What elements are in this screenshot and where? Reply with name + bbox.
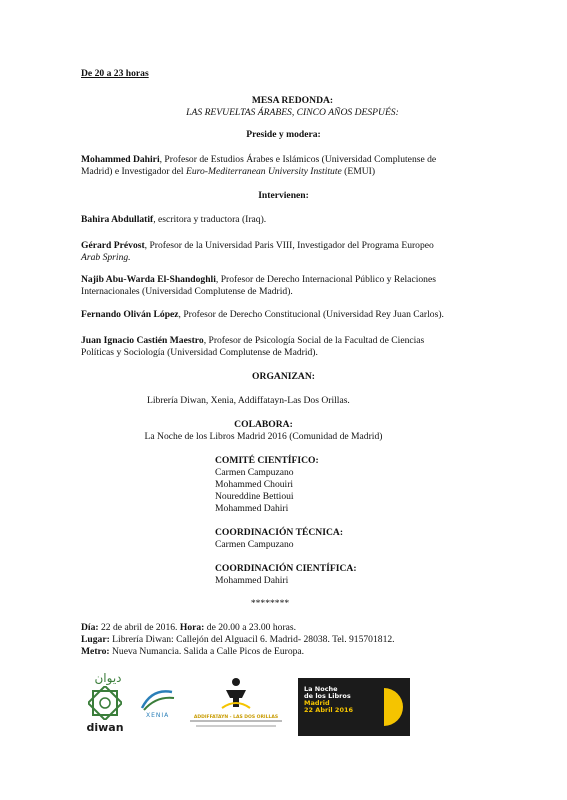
addiffatayn-wordmark: ADDIFFATAYN - LAS DOS ORILLAS (193, 715, 279, 720)
speaker-name: Najib Abu-Warda El-Shandoghli (81, 274, 216, 285)
noche-line2: de los Libros (304, 692, 351, 700)
scientific-coordination (215, 563, 357, 587)
organizers-heading: ORGANIZAN: (252, 371, 315, 382)
hour-label: Hora: (179, 622, 205, 633)
diwan-arabic-text: ديوان (94, 671, 122, 685)
scientific-committee-heading: COMITÉ CIENTÍFICO: (215, 455, 319, 466)
speaker-desc: , escritora y traductora (Iraq). (153, 214, 267, 225)
speaker-name: Fernando Oliván López (81, 309, 179, 320)
addiffatayn-tagline-line (196, 725, 276, 727)
technical-coordination (215, 527, 343, 551)
metro-label: Metro: (81, 646, 110, 657)
speaker-desc: , Profesor de Psicología Social de la Facultad de Ciencias (203, 335, 425, 346)
moderator-text3: (EMUI) (341, 166, 376, 177)
technical-coordination-member: Carmen Campuzano (215, 539, 294, 550)
moderator-entry (81, 154, 511, 178)
noche-line4: 22 Abril 2016 (304, 706, 354, 714)
place-value: Librería Diwan: Callejón del Alguacil 6. Madrid- 28038. Tel. 915701812. (109, 634, 395, 645)
separator: ******** (250, 598, 290, 609)
day-value: 22 de abril de 2016. (98, 622, 180, 633)
collaborator-block (0, 419, 527, 443)
collaborator-heading: COLABORA: (234, 419, 293, 430)
metro-value: Nueva Numancia. Salida a Calle Picos de Europa. (109, 646, 305, 657)
logo-row (0, 672, 567, 738)
speaker-entry (81, 309, 501, 321)
hour-value: de 20.00 a 23.00 horas. (204, 622, 297, 633)
noche-libros-logo (298, 678, 410, 736)
xenia-swoosh-icon (138, 686, 178, 712)
scientific-coordination-member: Mohammed Dahiri (215, 575, 289, 586)
noche-line3: Madrid (304, 699, 330, 707)
moderator-institute: Euro-Mediterranean University Institute (185, 166, 342, 177)
speaker-desc-line2: Arab Spring. (81, 252, 131, 263)
moderator-name: Mohammed Dahiri (81, 154, 160, 165)
roundtable-block (0, 95, 567, 119)
speaker-name: Juan Ignacio Castién Maestro (81, 335, 204, 346)
noche-moon-icon (380, 688, 406, 726)
schedule-time: De 20 a 23 horas (81, 68, 149, 79)
day-label: Día: (81, 622, 99, 633)
organizers-text: Librería Diwan, Xenia, Addiffatayn-Las Dos Orillas. (147, 395, 350, 406)
committee-member: Noureddine Bettioui (215, 491, 294, 502)
scientific-coordination-heading: COORDINACIÓN CIENTÍFICA: (215, 563, 357, 574)
speaker-entry (81, 274, 501, 298)
speakers-heading: Intervienen: (258, 190, 309, 201)
speaker-desc: , Profesor de Derecho Constitucional (Universidad Rey Juan Carlos). (178, 309, 444, 320)
committee-member: Mohammed Chouiri (215, 479, 294, 490)
speaker-entry (81, 214, 501, 226)
scientific-committee (215, 455, 319, 515)
speaker-desc: , Profesor de la Universidad Paris VIII, Investigador del Programa Europeo (144, 240, 434, 251)
moderator-text2: Madrid) e Investigador del (81, 166, 186, 177)
addiffatayn-tagline-line (190, 720, 282, 722)
diwan-emblem-icon (88, 686, 122, 720)
diwan-wordmark: diwan (86, 721, 124, 734)
speaker-desc: , Profesor de Derecho Internacional Público y Relaciones (215, 274, 436, 285)
diwan-logo (82, 672, 128, 738)
speaker-entry (81, 335, 501, 359)
speaker-name: Bahira Abdullatif (81, 214, 154, 225)
roundtable-subtitle: LAS REVUELTAS ÁRABES, CINCO AÑOS DESPUÉS: (186, 107, 399, 118)
committee-member: Carmen Campuzano (215, 467, 294, 478)
speaker-name: Gérard Prévost (81, 240, 145, 251)
noche-line1: La Noche (304, 685, 338, 693)
moderator-heading: Preside y modera: (246, 129, 321, 140)
noche-text-block (304, 686, 353, 714)
committee-member: Mohammed Dahiri (215, 503, 289, 514)
xenia-wordmark: XENIA (146, 712, 170, 719)
technical-coordination-heading: COORDINACIÓN TÉCNICA: (215, 527, 344, 538)
speaker-entry (81, 240, 501, 264)
xenia-logo (138, 686, 178, 724)
speaker-desc-line2: Políticas y Sociología (Universidad Complutense de Madrid). (81, 347, 318, 358)
event-details (81, 622, 521, 658)
addiffatayn-logo (188, 676, 284, 736)
addiffatayn-figure-icon (218, 676, 254, 710)
roundtable-heading: MESA REDONDA: (251, 95, 334, 106)
moderator-text1: , Profesor de Estudios Árabes e Islámicos (Universidad Complutense de (159, 154, 437, 165)
collaborator-text: La Noche de los Libros Madrid 2016 (Comunidad de Madrid) (144, 431, 383, 442)
speaker-desc-line2: Internacionales (Universidad Complutense de Madrid). (81, 286, 293, 297)
place-label: Lugar: (81, 634, 110, 645)
